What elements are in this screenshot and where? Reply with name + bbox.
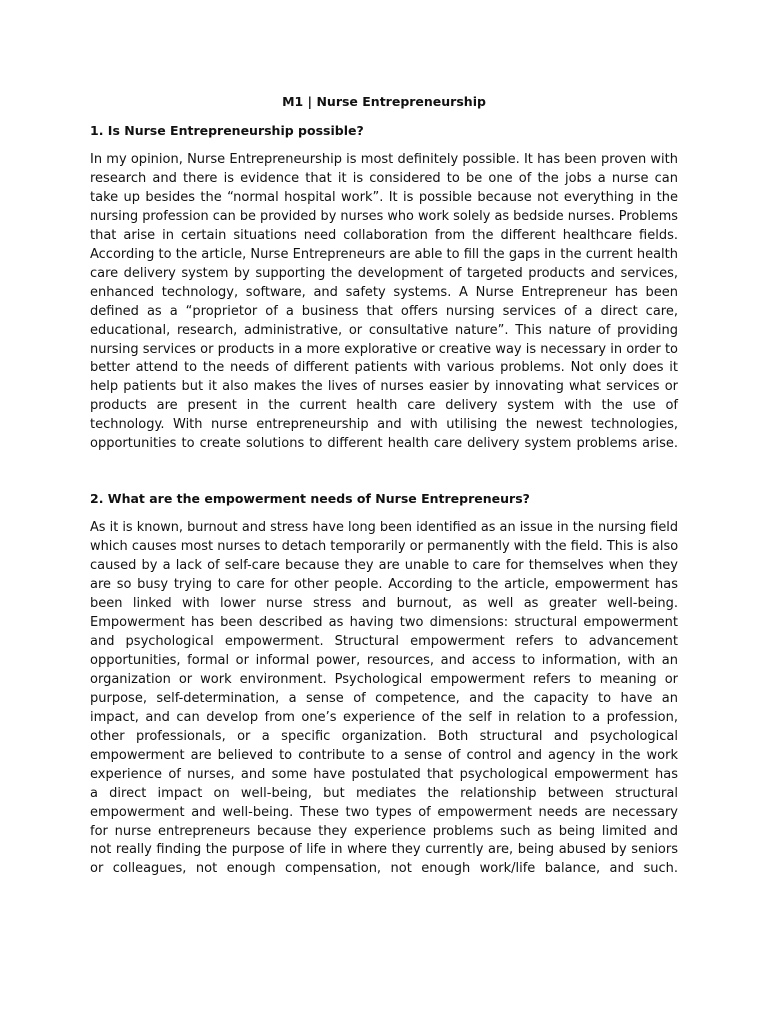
answer-1-line: nursing services or products in a more explorative or creative way is necessary in order to bbox=[90, 341, 678, 357]
answer-2-line: are so busy trying to care for other people. According to the article, empowerment has bbox=[90, 577, 678, 593]
answer-1-line: technology. With nurse entrepreneurship and with utilising the newest technologies, bbox=[90, 417, 678, 433]
answer-2-line: impact, and can develop from one’s experience of the self in relation to a profession, bbox=[90, 709, 678, 725]
answer-1-line: opportunities to create solutions to different health care delivery system problems arise. bbox=[90, 436, 678, 452]
answer-1-line: According to the article, Nurse Entrepreneurs are able to fill the gaps in the current health bbox=[90, 246, 678, 262]
answer-2-line: organization or work environment. Psychological empowerment refers to meaning or bbox=[90, 671, 678, 687]
answer-2-line: which causes most nurses to detach temporarily or permanently with the field. This is also bbox=[90, 539, 679, 555]
answer-2-line: a direct impact on well-being, but mediates the relationship between structural bbox=[90, 785, 678, 801]
answer-2-line: caused by a lack of self-care because they are unable to care for themselves when they bbox=[90, 558, 678, 574]
answer-2-line: other professionals, or a specific organization. Both structural and psychological bbox=[90, 728, 678, 744]
answer-2-line: or colleagues, not enough compensation, not enough work/life balance, and such. bbox=[90, 861, 678, 877]
answer-2-line: and psychological empowerment. Structural empowerment refers to advancement bbox=[90, 633, 678, 649]
answer-1-line: care delivery system by supporting the development of targeted products and services, bbox=[90, 265, 678, 281]
answer-2-line: opportunities, formal or informal power, resources, and access to information, with an bbox=[90, 652, 678, 668]
answer-1-paragraph bbox=[90, 151, 678, 454]
answer-2-line: empowerment and well-being. These two types of empowerment needs are necessary bbox=[90, 804, 678, 820]
answer-1-line: In my opinion, Nurse Entrepreneurship is most definitely possible. It has been proven with bbox=[90, 152, 678, 167]
answer-2-paragraph bbox=[90, 519, 678, 879]
answer-2-line: been linked with lower nurse stress and burnout, as well as greater well-being. bbox=[90, 596, 678, 612]
answer-2-line: Empowerment has been described as having two dimensions: structural empowerment bbox=[90, 615, 678, 631]
answer-1-line: help patients but it also makes the lives of nurses easier by innovating what services or bbox=[90, 379, 678, 395]
answer-1-line: better attend to the needs of different patients with various problems. Not only does it bbox=[90, 360, 678, 376]
answer-1-line: defined as a “proprietor of a business that offers nursing services of a direct care, bbox=[90, 303, 678, 319]
answer-1-line: nursing profession can be provided by nurses who work solely as bedside nurses. Problems bbox=[90, 208, 678, 224]
answer-2-line: for nurse entrepreneurs because they experience problems such as being limited and bbox=[90, 823, 678, 839]
document-title: M1 | Nurse Entrepreneurship bbox=[282, 94, 486, 109]
answer-2-line: empowerment are believed to contribute to a sense of control and agency in the work bbox=[90, 747, 678, 763]
question-2-heading: 2. What are the empowerment needs of Nurse Entrepreneurs? bbox=[90, 491, 530, 507]
document-page bbox=[90, 93, 678, 879]
answer-1-line: research and there is evidence that it is considered to be one of the jobs a nurse can bbox=[90, 170, 678, 186]
answer-1-line: products are present in the current health care delivery system with the use of bbox=[90, 398, 678, 414]
answer-2-line: purpose, self-determination, a sense of competence, and the capacity to have an bbox=[90, 690, 678, 706]
answer-2-line: experience of nurses, and some have postulated that psychological empowerment has bbox=[90, 766, 678, 782]
answer-1-line: enhanced technology, software, and safety systems. A Nurse Entrepreneur has been bbox=[90, 284, 678, 300]
answer-2-line: As it is known, burnout and stress have long been identified as an issue in the nursing field bbox=[90, 520, 678, 536]
section-spacer bbox=[90, 454, 678, 490]
answer-1-line: take up besides the “normal hospital work”. It is possible because not everything in the bbox=[90, 189, 678, 205]
answer-2-line: not really finding the purpose of life in where they currently are, being abused by seniors bbox=[90, 842, 678, 858]
answer-1-line: that arise in certain situations need collaboration from the different healthcare fields. bbox=[90, 227, 678, 243]
answer-1-line: educational, research, administrative, or consultative nature”. This nature of providing bbox=[90, 322, 678, 338]
question-1-heading: 1. Is Nurse Entrepreneurship possible? bbox=[90, 123, 364, 138]
